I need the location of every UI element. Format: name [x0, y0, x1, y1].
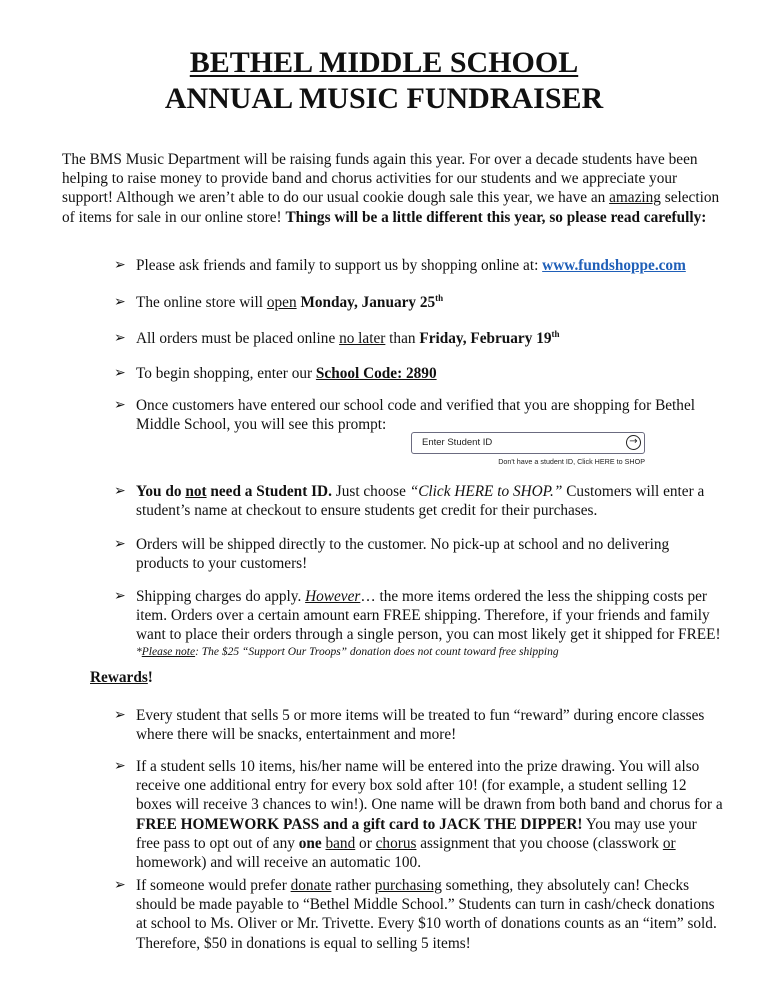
click-here-quote: “Click HERE to SHOP.” — [409, 483, 563, 500]
school-code: School Code: 2890 — [315, 365, 437, 382]
bullet-arrow-icon: ➢ — [114, 397, 126, 413]
page-subtitle: ANNUAL MUSIC FUNDRAISER — [164, 82, 604, 115]
chorus-emphasis: chorus — [375, 834, 417, 852]
note-label: Please note — [141, 645, 196, 658]
intro-text: The BMS Music Department will be raising funds again this year. For over a decade students have been helping to raise money to provide band and chorus activities for our students and we appreciate your support! Although we aren’t able to do our usual cookie dough sale this year, we have an — [62, 151, 698, 207]
deadline-emphasis: no later — [339, 330, 386, 347]
bullet-text: Once customers have entered our school code and verified that you are shopping for Bethel Middle School, you will see this prompt: — [136, 397, 695, 434]
deadline-date: Friday, February 19 — [419, 330, 552, 347]
bullet-text: All orders must be placed online — [136, 330, 340, 347]
bullet-text: Just choose — [331, 483, 410, 500]
open-date: Monday, January 25 — [300, 294, 436, 311]
bullet-text: To begin shopping, enter our — [136, 365, 316, 382]
bullet-arrow-icon: ➢ — [114, 294, 126, 310]
however-emphasis: However — [305, 588, 361, 605]
shipping-note — [136, 645, 724, 660]
student-id-placeholder: Enter Student ID — [422, 437, 493, 448]
bullet-donate — [114, 876, 724, 953]
intro-emphasis: amazing — [609, 189, 661, 207]
bullet-reward-five-items — [114, 706, 724, 744]
or-text: or — [355, 834, 376, 852]
bullet-arrow-icon: ➢ — [114, 257, 126, 273]
bullet-arrow-icon: ➢ — [114, 877, 126, 893]
fundshoppe-link[interactable]: www.fundshoppe.com — [542, 257, 686, 274]
bullet-no-student-id — [114, 482, 724, 520]
bullet-arrow-icon: ➢ — [114, 365, 126, 381]
bullet-text-3: assignment that you choose (classwork — [416, 834, 663, 852]
bullet-shop-online — [114, 256, 724, 275]
rewards-heading — [90, 668, 153, 687]
bullet-text-4: homework) and will receive an automatic 100. — [136, 854, 422, 872]
bullet-text: If a student sells 10 items, his/her name will be entered into the prize drawing. You will also receive one additional entry for every box sold after 10! (for example, a student selling 12 boxes will receive 3 chances to win!). One name will be drawn from both band and chorus for a — [136, 758, 723, 814]
bullet-shipping-charges — [114, 587, 724, 660]
note-text: : The $25 “Support Our Troops” donation does not count toward free shipping — [195, 645, 559, 658]
bullet-arrow-icon: ➢ — [114, 483, 126, 499]
bullet-text: The online store will — [136, 294, 267, 311]
open-emphasis: open — [266, 294, 297, 311]
bullet-text: Every student that sells 5 or more items will be treated to fun “reward” during encore classes where there will be snacks, entertainment and more! — [136, 707, 705, 744]
bullet-reward-ten-items — [114, 757, 724, 872]
arrow-right-circle-icon[interactable]: → — [626, 435, 641, 450]
purchasing-emphasis: purchasing — [374, 877, 442, 894]
bullet-school-code — [114, 364, 724, 383]
bullet-text: Please ask friends and family to support us by shopping online at: — [136, 257, 543, 274]
bullet-text-2: … the more items ordered the less the shipping costs per item. Orders over a certain amount earn FREE shipping. Therefore, if your friends and family want to place their orders through a single person, you can most likely get it shipped for FREE! — [136, 588, 721, 644]
rewards-heading-suffix: ! — [147, 669, 153, 686]
bullet-store-open — [114, 293, 724, 312]
not-emphasis: not — [185, 483, 207, 500]
bullet-text-3: something, they absolutely can! Checks should be made payable to “Bethel Middle School.” Students can turn in cash/check donations at school to Ms. Oliver or Mr. Trivette. Every $10 worth of donations counts as an “item” sold. Therefore, $50 in donations is equal to selling 5 items! — [136, 877, 717, 952]
intro-text-2: selection of items for sale in our online store! — [62, 189, 720, 226]
student-id-input[interactable] — [411, 432, 645, 454]
date-suffix: th — [435, 292, 444, 303]
page-title: BETHEL MIDDLE SCHOOL — [189, 46, 579, 79]
intro-paragraph — [62, 150, 722, 227]
bullet-text: Shipping charges do apply. — [136, 588, 306, 605]
note-asterisk: * — [136, 645, 142, 658]
bullet-arrow-icon: ➢ — [114, 707, 126, 723]
click-here-to-shop-link[interactable]: Don't have a student ID, Click HERE to SHOP — [498, 457, 645, 466]
bullet-text: Orders will be shipped directly to the customer. No pick-up at school and no delivering products to your customers! — [136, 536, 670, 573]
one-emphasis: one — [298, 834, 322, 852]
bullet-arrow-icon: ➢ — [114, 330, 126, 346]
bullet-deadline — [114, 329, 724, 348]
date-suffix: th — [551, 328, 560, 339]
bullet-arrow-icon: ➢ — [114, 758, 126, 774]
bullet-text-2: rather — [331, 877, 375, 894]
bullet-shipping-direct — [114, 535, 724, 573]
bullet-arrow-icon: ➢ — [114, 588, 126, 604]
bullet-prompt-info — [114, 396, 724, 434]
donate-emphasis: donate — [290, 877, 332, 894]
bullet-arrow-icon: ➢ — [114, 536, 126, 552]
bullet-text-2: You may use your free pass to opt out of any — [136, 815, 697, 852]
bullet-text-2: Customers will enter a student’s name at checkout to ensure students get credit for their purchases. — [136, 483, 705, 520]
intro-notice: Things will be a little different this year, so please read carefully: — [285, 208, 707, 226]
rewards-heading-text: Rewards — [90, 669, 148, 686]
bullet-bold-text-2: need a Student ID. — [206, 483, 332, 500]
bullet-bold-text: You do — [136, 483, 186, 500]
band-emphasis: band — [325, 834, 356, 852]
prize-description: FREE HOMEWORK PASS and a gift card to JACK THE DIPPER! — [136, 815, 583, 833]
bullet-text: If someone would prefer — [136, 877, 291, 894]
bullet-text-2: than — [385, 330, 420, 347]
or-emphasis: or — [662, 834, 676, 852]
